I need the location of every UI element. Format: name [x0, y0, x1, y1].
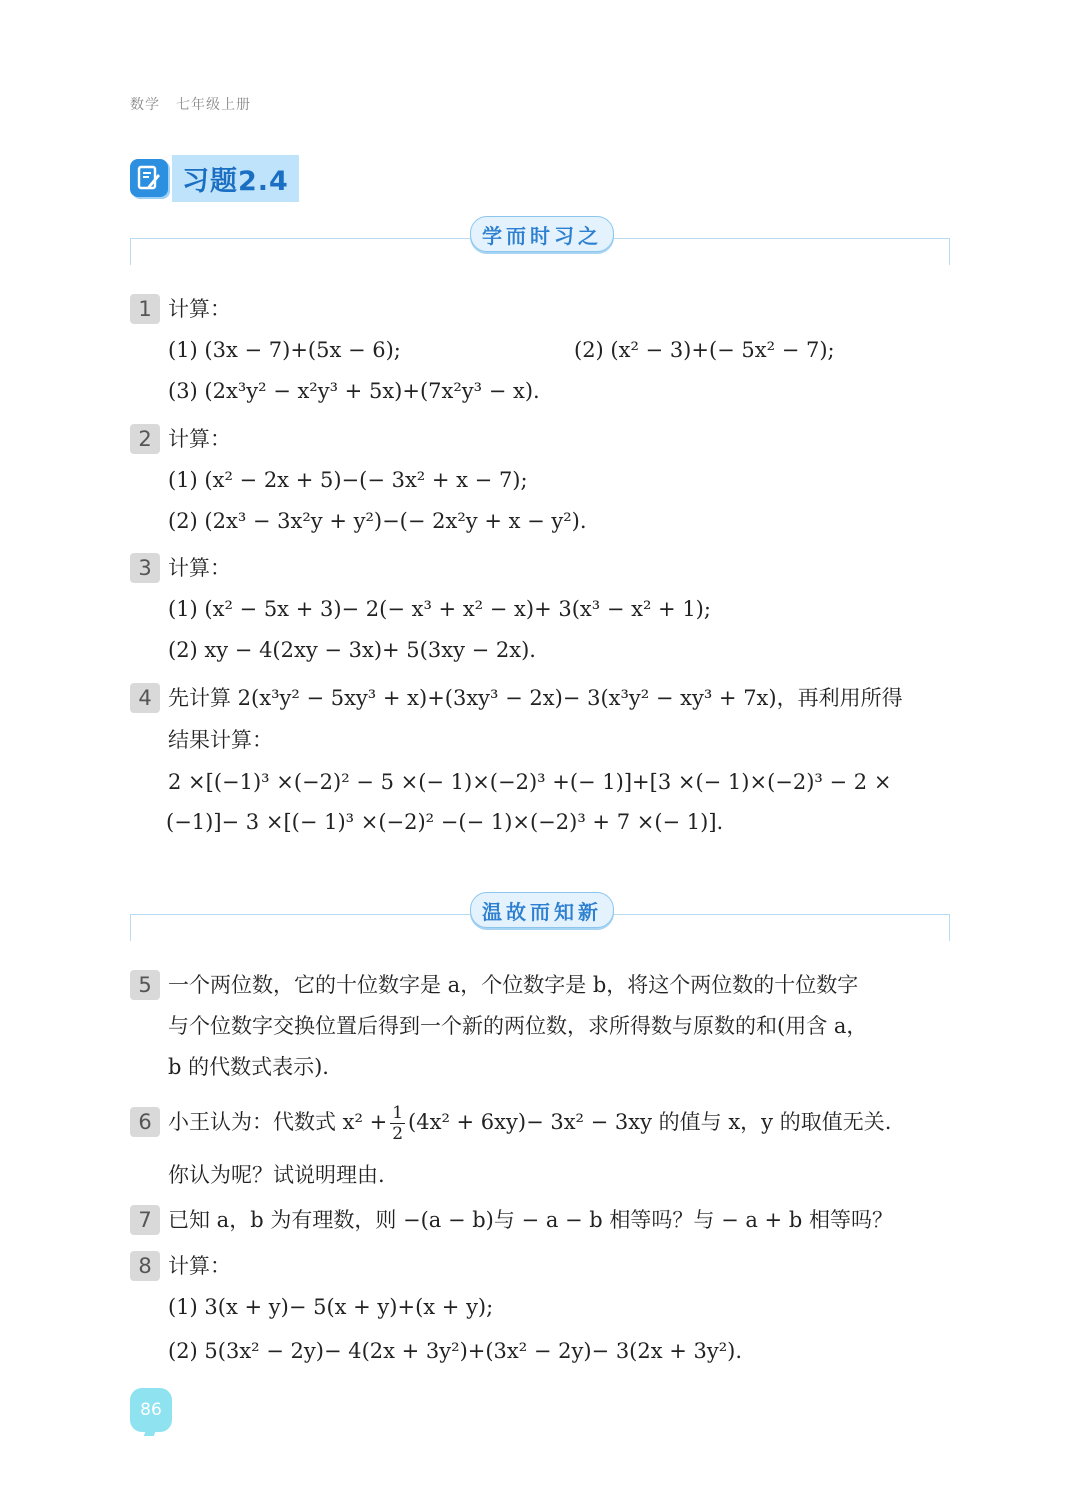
problem-text: (4x² + 6xy)− 3x² − 3xy 的值与 x，y 的取值无关.: [408, 1110, 892, 1134]
exercise-title: [130, 158, 299, 198]
problem-line: (−1)]− 3 ×[(− 1)³ ×(−2)² −(− 1)×(−2)³ + 7 ×(− 1)].: [166, 810, 724, 834]
problem-number: 3: [130, 553, 160, 583]
problem-stem: 计算：: [168, 427, 231, 451]
subject-label: 数学: [130, 97, 160, 113]
problem-7: [130, 1205, 960, 1237]
problem-text: 小王认为：代数式 x² +: [168, 1110, 388, 1134]
problem-stem: 计算：: [168, 297, 231, 321]
problem-part: (2) xy − 4(2xy − 3x)+ 5(3xy − 2x).: [168, 638, 536, 662]
problem-line: 你认为呢？试说明理由.: [168, 1163, 385, 1187]
problem-6: [130, 1098, 960, 1198]
problem-number: 1: [130, 294, 160, 324]
problem-number: 4: [130, 683, 160, 713]
page-number: 86: [140, 1400, 162, 1420]
problem-line: b 的代数式表示).: [168, 1055, 329, 1079]
problem-part: (1) (x² − 5x + 3)− 2(− x³ + x² − x)+ 3(x³ − x² + 1);: [168, 597, 711, 621]
problem-number: 5: [130, 970, 160, 1000]
section-header-new-knowledge: [130, 892, 950, 942]
problem-part: (1) (x² − 2x + 5)−(− 3x² + x − 7);: [168, 468, 528, 492]
exercise-title-label: 习题2.4: [172, 155, 299, 202]
problem-part: (2) (x² − 3)+(− 5x² − 7);: [574, 338, 835, 362]
problem-line: 结果计算：: [168, 728, 273, 752]
problem-line: 先计算 2(x³y² − 5xy³ + x)+(3xy³ − 2x)− 3(x³y² − xy³ + 7x)，再利用所得: [168, 686, 903, 710]
problem-8: [130, 1251, 960, 1371]
problem-2: [130, 424, 960, 534]
problem-line: 一个两位数，它的十位数字是 a，个位数字是 b，将这个两位数的十位数字: [168, 973, 859, 997]
problem-part: (1) 3(x + y)− 5(x + y)+(x + y);: [168, 1295, 494, 1319]
problem-line: 与个位数字交换位置后得到一个新的两位数，求所得数与原数的和(用含 a，: [168, 1014, 868, 1038]
section-label: 学而时习之: [470, 216, 614, 252]
problem-line: 2 ×[(−1)³ ×(−2)² − 5 ×(− 1)×(−2)³ +(− 1)]+[3 ×(− 1)×(−2)³ − 2 ×: [168, 770, 892, 794]
problem-line: 已知 a，b 为有理数，则 −(a − b)与 − a − b 相等吗？与 − a + b 相等吗？: [168, 1208, 893, 1232]
problem-4: [130, 683, 960, 843]
problem-line: [168, 1102, 891, 1144]
problem-number: 8: [130, 1251, 160, 1281]
running-header: [130, 94, 251, 114]
problem-part: (3) (2x³y² − x²y³ + 5x)+(7x²y³ − x).: [168, 379, 540, 403]
problem-part: (2) (2x³ − 3x²y + y²)−(− 2x²y + x − y²).: [168, 509, 587, 533]
problem-number: 2: [130, 424, 160, 454]
fraction-numerator: 1: [392, 1103, 404, 1123]
problem-part: (2) 5(3x² − 2y)− 4(2x + 3y²)+(3x² − 2y)− 3(2x + 3y²).: [168, 1339, 743, 1363]
problem-5: [130, 970, 960, 1090]
problem-3: [130, 553, 960, 663]
grade-label: 七年级上册: [176, 97, 251, 113]
page-number-badge: [130, 1388, 172, 1436]
fraction: [390, 1103, 405, 1144]
problem-part: (1) (3x − 7)+(5x − 6);: [168, 338, 401, 362]
section-header-review: [130, 216, 950, 266]
section-label: 温故而知新: [470, 892, 614, 928]
problem-number: 6: [130, 1107, 160, 1137]
problem-stem: 计算：: [168, 556, 231, 580]
problem-number: 7: [130, 1205, 160, 1235]
edit-note-icon: [130, 159, 168, 197]
fraction-denominator: 2: [392, 1124, 404, 1144]
problem-1: [130, 294, 960, 414]
problem-stem: 计算：: [168, 1254, 231, 1278]
